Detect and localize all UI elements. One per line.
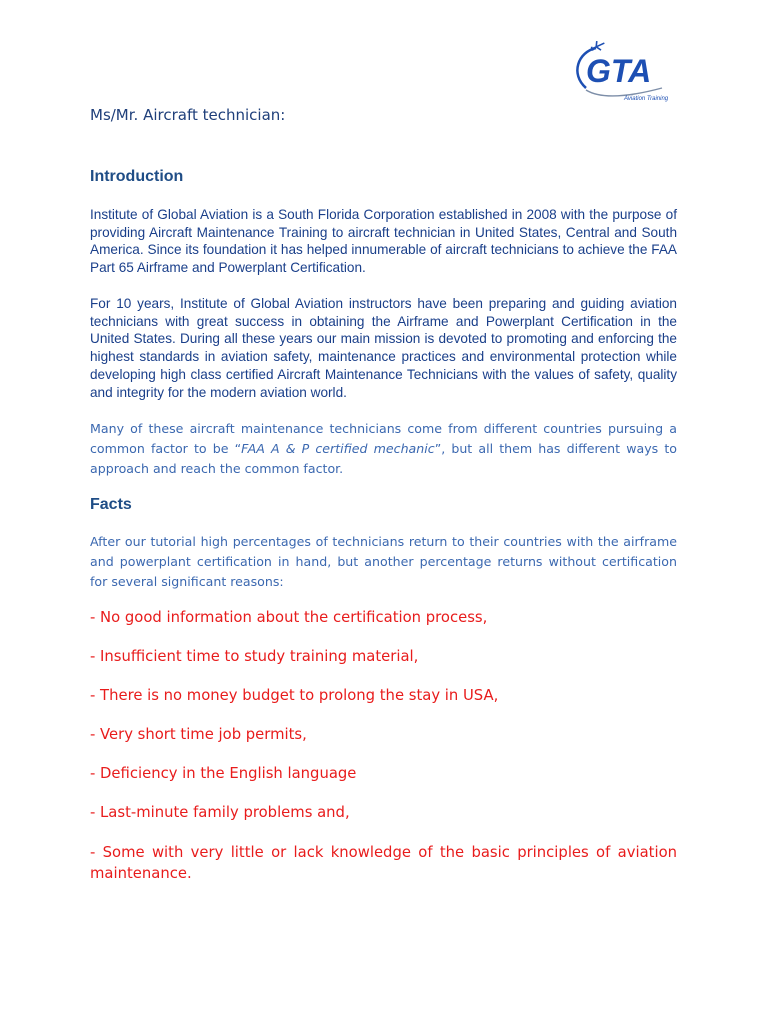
introduction-heading: Introduction [90, 168, 184, 185]
reason-item: - Some with very little or lack knowledge of the basic principles of aviation maintenance. [90, 844, 677, 882]
facts-heading: Facts [90, 496, 132, 513]
paragraph-3-text-start: Many of these aircraft maintenance technicians come from different countries pursuing a common factor to be “ [90, 421, 677, 456]
logo-wordmark: GTA [586, 53, 652, 89]
reason-item: - Last-minute family problems and, [90, 804, 350, 821]
airplane-icon [590, 39, 607, 54]
reason-item: - No good information about the certification process, [90, 609, 488, 626]
reason-item: - There is no money budget to prolong the stay in USA, [90, 687, 499, 704]
salutation: Ms/Mr. Aircraft technician: [90, 106, 286, 124]
introduction-paragraph-2: For 10 years, Institute of Global Aviation instructors have been preparing and guiding aviation technicians with great success in obtaining the Airframe and Powerplant Certification in the United States. During all these years our main mission is devoted to promoting and enforcing the highest standards in aviation safety, maintenance practices and environmental protection while developing high class certified Aircraft Maintenance Technicians with the values of safety, quality and integrity for the modern aviation world. [90, 296, 677, 400]
introduction-paragraph-3 [90, 419, 677, 479]
logo-tagline: Aviation Training [624, 96, 669, 102]
logo-graphic [572, 38, 676, 104]
gta-logo [572, 38, 676, 104]
logo-swoosh-lower [586, 88, 662, 96]
paragraph-3-text-end: ”, but all them has different ways to approach and reach the common factor. [90, 441, 678, 476]
reason-item: - Insufficient time to study training material, [90, 648, 419, 665]
reason-item: - Very short time job permits, [90, 726, 307, 743]
reason-item: - Deficiency in the English language [90, 765, 357, 782]
certified-mechanic-phrase: FAA A & P certified mechanic [241, 441, 435, 456]
introduction-paragraph-1: Institute of Global Aviation is a South Florida Corporation established in 2008 with the purpose of providing Aircraft Maintenance Training to aircraft technician in United States, Central and South America. Since its foundation it has helped innumerable of aircraft technicians to achieve the FAA Part 65 Airframe and Powerplant Certification. [90, 207, 677, 276]
facts-paragraph: After our tutorial high percentages of technicians return to their countries with the airframe and powerplant certification in hand, but another percentage returns without certification for several significant reasons: [90, 534, 677, 589]
